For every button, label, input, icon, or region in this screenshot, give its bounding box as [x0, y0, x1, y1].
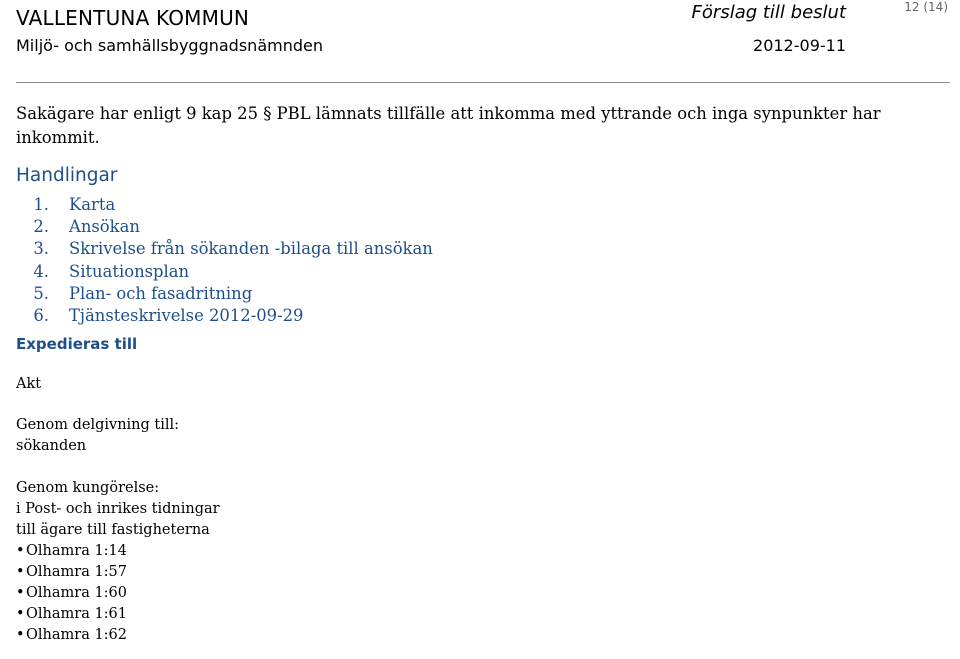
recipient-akt: Akt	[16, 376, 42, 393]
list-text: Olhamra 1:57	[26, 564, 128, 581]
org-name: VALLENTUNA KOMMUN	[16, 6, 250, 30]
bullet-icon: •	[16, 627, 25, 644]
list-text: Olhamra 1:62	[26, 627, 128, 644]
list-item	[16, 305, 916, 327]
list-item	[16, 216, 916, 238]
list-item	[16, 541, 916, 562]
delgivning-label: Genom delgivning till:	[16, 417, 180, 434]
list-item	[16, 261, 916, 283]
list-item	[16, 194, 916, 216]
list-item	[16, 283, 916, 305]
bullet-icon: •	[16, 585, 25, 602]
bullet-icon: •	[16, 564, 25, 581]
intro-paragraph: Sakägare har enligt 9 kap 25 § PBL lämnats tillfälle att inkomma med yttrande och inga synpunkter har inkommit.	[16, 104, 881, 147]
list-number: 2.	[33, 217, 49, 237]
list-text: Plan- och fasadritning	[69, 283, 253, 303]
heading-handlingar: Handlingar	[16, 165, 118, 186]
kungorelse-line: till ägare till fastigheterna	[16, 522, 210, 539]
handlingar-list	[16, 194, 916, 327]
list-number: 5.	[33, 283, 49, 303]
list-item	[16, 625, 916, 646]
list-text: Olhamra 1:61	[26, 606, 128, 623]
list-number: 4.	[33, 261, 49, 281]
document-body	[16, 102, 916, 646]
list-text: Situationsplan	[69, 261, 190, 281]
delgivning-recipient: sökanden	[16, 438, 87, 455]
heading-expedieras-till: Expedieras till	[16, 335, 138, 354]
list-text: Olhamra 1:60	[26, 585, 128, 602]
bullet-icon: •	[16, 606, 25, 623]
list-text: Olhamra 1:14	[26, 543, 128, 560]
list-item	[16, 583, 916, 604]
board-name: Miljö- och samhällsbyggnadsnämnden	[16, 36, 323, 55]
list-number: 1.	[33, 195, 49, 214]
list-text: Skrivelse från sökanden -bilaga till ansökan	[69, 239, 433, 259]
page-number: 12 (14)	[904, 0, 948, 14]
fastigheter-list	[16, 541, 916, 646]
list-text: Ansökan	[69, 217, 140, 237]
list-item	[16, 562, 916, 583]
list-item	[16, 604, 916, 625]
kungorelse-line: i Post- och inrikes tidningar	[16, 501, 220, 518]
document-header	[16, 0, 950, 83]
list-item	[16, 238, 916, 260]
bullet-icon: •	[16, 543, 25, 560]
document-date: 2012-09-11	[753, 36, 846, 55]
document-status: Förslag till beslut	[691, 2, 846, 23]
list-text: Tjänsteskrivelse 2012-09-29	[69, 306, 304, 326]
kungorelse-label: Genom kungörelse:	[16, 480, 160, 497]
list-number: 6.	[33, 306, 49, 326]
list-text: Karta	[69, 195, 116, 214]
list-number: 3.	[33, 239, 49, 259]
